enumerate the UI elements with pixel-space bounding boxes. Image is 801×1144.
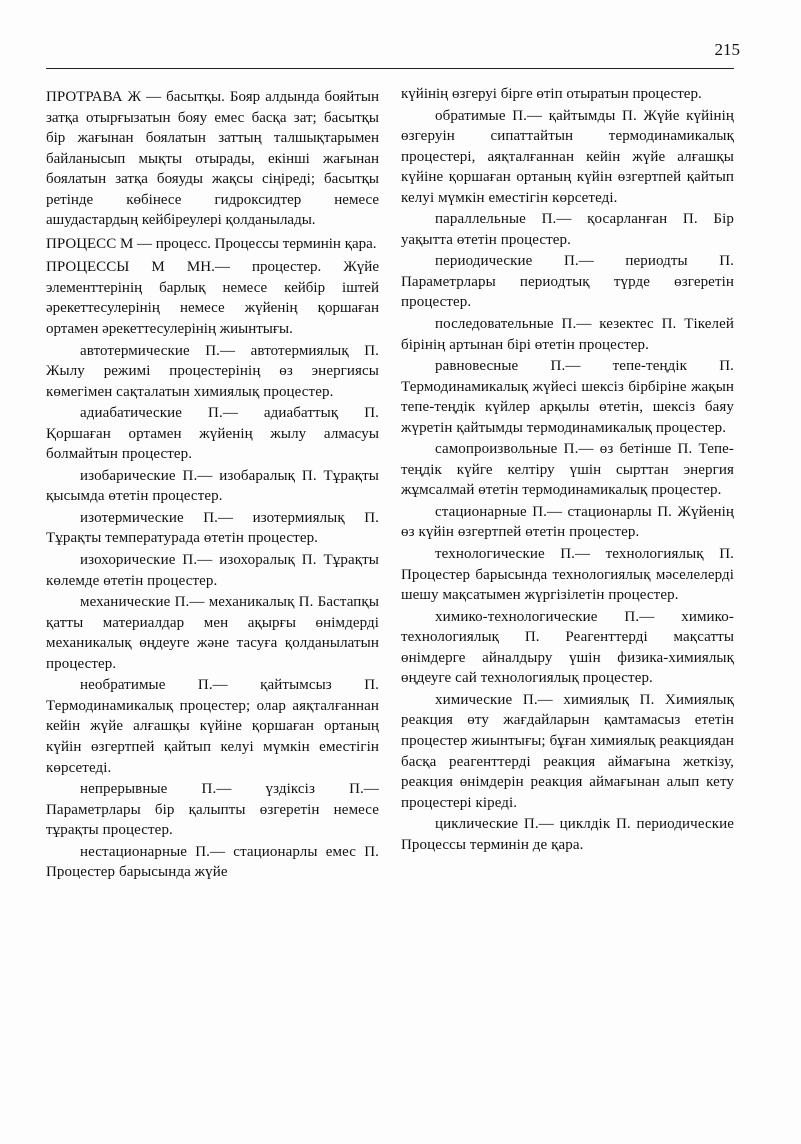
entry-l7: изотермические П.— изотермиялық П. Тұрақты температурада өтетін процестер. <box>46 509 379 547</box>
entry-r10: химико-технологические П.— химико-технологиялық П. Реагенттерді мақсатты өнімдерге айналдыру үшін физика-химиялық өңдеуге сай технологиялық процестер. <box>401 608 734 687</box>
entry-l4: автотермические П.— автотермиялық П. Жылу режимі процестерінің өз энергиясы көмегімен сақталатын химиялық процестер. <box>46 342 379 400</box>
entry-r6: равновесные П.— тепе-теңдік П. Термодинамикалық жүйесі шексіз бірбіріне жақын тепе-теңдік күйлер арқылы өтетін, шексіз баяу жүретін қайтымды термодинамикалық процестер. <box>401 358 734 436</box>
entry-l12: нестационарные П.— стационарлы емес П. Процестер барысында жүйе <box>46 843 379 881</box>
left-column <box>46 84 379 883</box>
entry-l3: ПРОЦЕССЫ М МН.— процестер. Жүйе элементтерінің барлық немесе кейбір іштей әрекеттесулерінің немесе жүйенің қоршаған ортамен әрекеттесулерінің жиынтығы. <box>46 259 379 338</box>
entry-r12: циклические П.— циклдік П. периодические Процессы терминін де қара. <box>401 816 734 853</box>
entry-r4: периодические П.— периодты П. Параметрлары периодтық түрде өзгеретін процестер. <box>401 253 734 311</box>
entry-l1: ПРОТРАВА Ж — басытқы. Бояр алдында бояйтын затқа отырғызатын бояу емес басқа зат; басытқы бір жағынан боялатын заттың талшықтарымен байланысып мықты отырады, екінші жағынан боялатын затқа бояуды жақсы сіңіреді; басытқы ретінде көбінесе гидроксидтер немесе ашудастардың кейбіреулері қолданылады. <box>46 89 379 229</box>
page-number: 215 <box>714 40 740 59</box>
entry-l2: ПРОЦЕСС М — процесс. Процессы терминін қара. <box>46 235 377 252</box>
entry-l8: изохорические П.— изохоралық П. Тұрақты көлемде өтетін процестер. <box>46 552 379 589</box>
header-rule <box>46 68 734 69</box>
entry-l5: адиабатические П.— адиабаттық П. Қоршаған ортамен жүйенің жылу алмасуы болмайтын процестер. <box>46 405 379 463</box>
entry-r9: технологические П.— технологиялық П. Процестер барысында технологиялық мәселелерді шешу мақсатымен жүргізілетін процестер. <box>401 546 734 604</box>
entry-r7: самопроизвольные П.— өз бетінше П. Тепе-теңдік күйге келтіру үшін сырттан энергия жұмсалмай өтетін термодинамикалық процестер. <box>401 441 734 499</box>
entry-r8: стационарные П.— стационарлы П. Жүйенің өз күйін өзгертпей өтетін процестер. <box>401 503 734 541</box>
entry-r1: күйінің өзгеруі бірге өтіп отыратын процестер. <box>401 86 702 102</box>
entry-l6: изобарические П.— изобаралық П. Тұрақты қысымда өтетін процестер. <box>46 467 379 505</box>
entry-l9: механические П.— механикалық П. Бастапқы қатты материалдар мен ақырғы өнімдерді механикалық өңдеуге және тасуға қолданылатын процестер. <box>46 594 379 672</box>
entry-r2: обратимые П.— қайтымды П. Жүйе күйінің өзгеруін сипаттайтын термодинамикалық процестері, аяқталғаннан кейін жүйе алғашқы күйіне қоршаған ортаның күйін өзгертпей қайтып келуі мүмкін еместігін көрсетеді. <box>401 107 734 206</box>
entry-l11: непрерывные П.— үздіксіз П.— Параметрлары бір қалыпты өзгеретін немесе тұрақты процестер. <box>46 781 379 839</box>
entry-r5: последовательные П.— кезектес П. Тікелей бірінің артынан бірі өтетін процестер. <box>401 316 734 353</box>
right-column <box>401 84 734 855</box>
entry-l10: необратимые П.— қайтымсыз П. Термодинамикалық процестер; олар аяқталғаннан кейін жүйе алғашқы күйіне қоршаған ортаның күйін өзгертпей қайтып келуі мүмкін еместігін көрсетеді. <box>46 677 379 776</box>
entry-r3: параллельные П.— қосарланған П. Бір уақытта өтетін процестер. <box>401 211 734 248</box>
entry-r11: химические П.— химиялық П. Химиялық реакция өту жағдайларын қамтамасыз ететін процестер жиынтығы; бұған химиялық реакциядан басқа реагенттерді реакция аймағына жеткізу, реакция өнімдерін реакция аймағынан алып кету процестері кіреді. <box>401 691 734 811</box>
